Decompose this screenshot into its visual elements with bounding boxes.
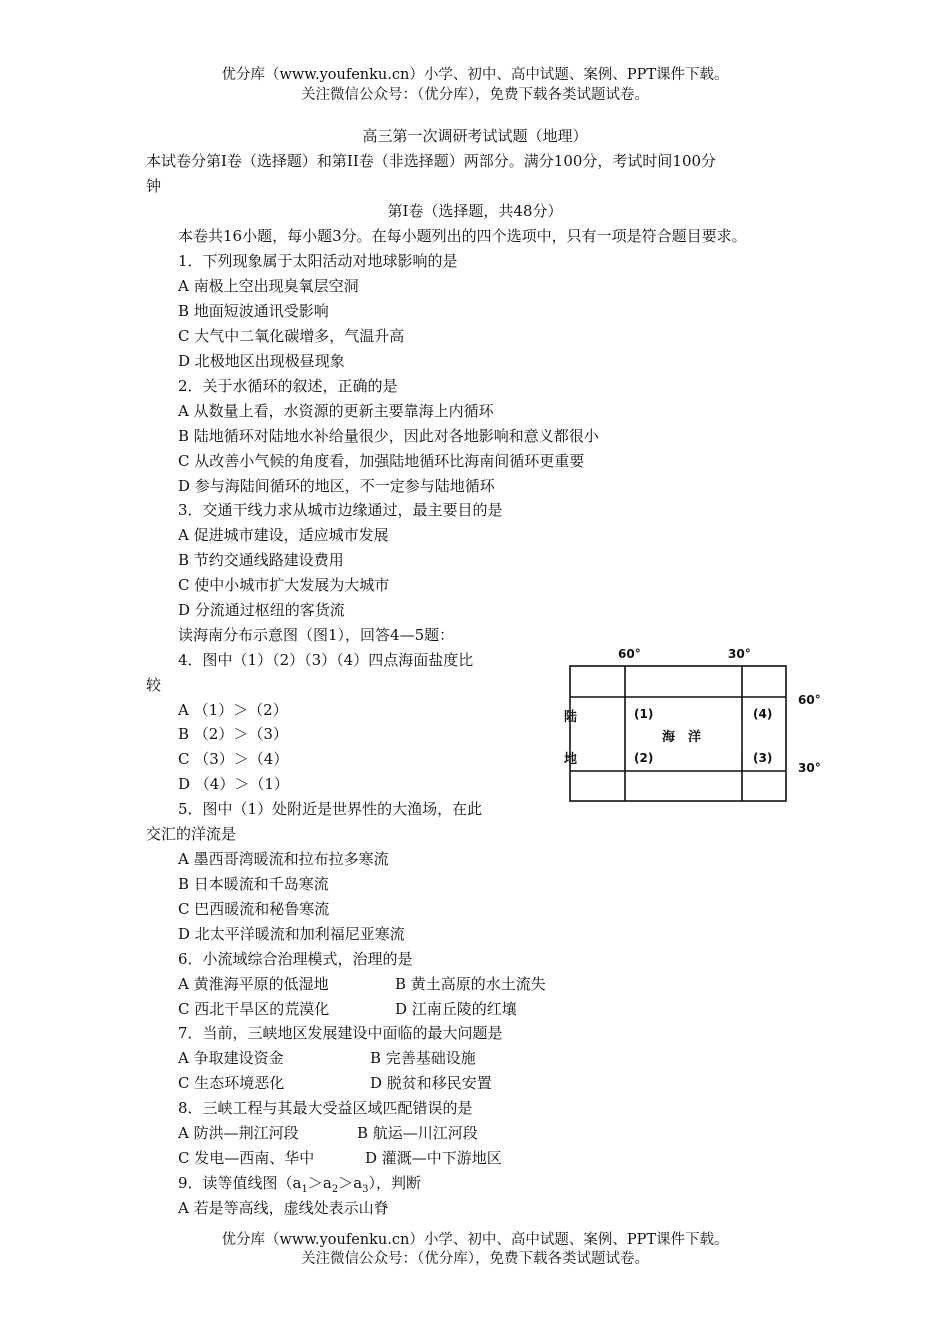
q7-option-b: B 完善基础设施 <box>370 1049 476 1067</box>
q4-option-a: A （1）＞（2） <box>178 701 288 719</box>
q6-option-b: B 黄土高原的水土流失 <box>395 975 546 993</box>
q2-option-b: B 陆地循环对陆地水补给量很少，因此对各地影响和意义都很小 <box>178 427 599 445</box>
q3-stem: 3．交通干线力求从城市边缘通过，最主要目的是 <box>178 501 503 519</box>
point-1: (1) <box>634 707 654 721</box>
q9-sub-2: 2 <box>331 1184 339 1195</box>
q4-stem-cont: 较 <box>146 676 162 694</box>
q3-option-d: D 分流通过枢纽的客货流 <box>178 601 345 619</box>
q1-stem: 1．下列现象属于太阳活动对地球影响的是 <box>178 252 458 270</box>
q2-option-d: D 参与海陆间循环的地区，不一定参与陆地循环 <box>178 477 495 495</box>
q5-option-c: C 巴西暖流和秘鲁寒流 <box>178 900 330 918</box>
q3-option-b: B 节约交通线路建设费用 <box>178 551 344 569</box>
q3-option-a: A 促进城市建设，适应城市发展 <box>178 526 389 544</box>
q9-stem <box>178 1173 421 1200</box>
q8-stem: 8．三峡工程与其最大受益区域匹配错误的是 <box>178 1099 473 1117</box>
header-line-1: 优分库（www.youfenku.cn）小学、初中、高中试题、案例、PPT课件下载。 <box>221 67 729 83</box>
land-label-char-2: 地 <box>564 752 578 767</box>
intro-line-2: 钟 <box>146 177 162 195</box>
read-instruction: 读海南分布示意图（图1），回答4—5题： <box>178 626 455 644</box>
q9-gt-1: ＞a <box>307 1174 332 1192</box>
q2-option-a: A 从数量上看，水资源的更新主要靠海上内循环 <box>178 402 494 420</box>
q4-stem: 4．图中（1）（2）（3）（4）四点海面盐度比 <box>178 651 474 669</box>
q5-stem-cont: 交汇的洋流是 <box>146 825 237 843</box>
q7-option-d: D 脱贫和移民安置 <box>370 1074 492 1092</box>
q8-option-d: D 灌溉—中下游地区 <box>365 1149 502 1167</box>
q6-option-d: D 江南丘陵的红壤 <box>395 1000 517 1018</box>
q9-sub-1: 1 <box>301 1184 308 1195</box>
q9-sub-3: 3 <box>362 1184 369 1195</box>
ocean-distribution-figure <box>560 640 850 810</box>
ocean-label: 海 洋 <box>662 730 702 745</box>
q6-stem: 6．小流域综合治理模式，治理的是 <box>178 950 413 968</box>
q5-option-d: D 北太平洋暖流和加利福尼亚寒流 <box>178 925 405 943</box>
footer-line-1: 优分库（www.youfenku.cn）小学、初中、高中试题、案例、PPT课件下载。 <box>221 1232 729 1248</box>
q9-gt-2: ＞a <box>338 1174 363 1192</box>
q5-option-b: B 日本暖流和千岛寒流 <box>178 875 329 893</box>
q6-option-a: A 黄淮海平原的低湿地 <box>178 975 329 993</box>
point-4: (4) <box>753 707 773 721</box>
q9-stem-post: ），判断 <box>368 1174 422 1192</box>
point-3: (3) <box>753 751 773 765</box>
q1-option-c: C 大气中二氧化碳增多，气温升高 <box>178 327 405 345</box>
q2-stem: 2．关于水循环的叙述，正确的是 <box>178 377 398 395</box>
q1-option-d: D 北极地区出现极昼现象 <box>178 352 345 370</box>
header-line-2: 关注微信公众号：（优分库），免费下载各类试题试卷。 <box>301 87 649 103</box>
q2-option-c: C 从改善小气候的角度看，加强陆地循环比海南间循环更重要 <box>178 452 585 470</box>
exam-title: 高三第一次调研考试试题（地理） <box>362 127 588 145</box>
intro-line-1: 本试卷分第I卷（选择题）和第II卷（非选择题）两部分。满分100分，考试时间100分 <box>146 152 717 170</box>
q5-stem: 5．图中（1）处附近是世界性的大渔场，在此 <box>178 800 483 818</box>
q7-option-a: A 争取建设资金 <box>178 1049 284 1067</box>
q3-option-c: C 使中小城市扩大发展为大城市 <box>178 576 390 594</box>
lat-label-bottom: 30° <box>798 761 821 775</box>
q4-option-d: D （4）＞（1） <box>178 775 289 793</box>
section-title: 第I卷（选择题，共48分） <box>387 202 563 220</box>
q8-option-c: C 发电—西南、华中 <box>178 1149 315 1167</box>
q4-option-b: B （2）＞（3） <box>178 725 288 743</box>
point-2: (2) <box>634 751 654 765</box>
section-note: 本卷共16小题，每小题3分。在每小题列出的四个选项中，只有一项是符合题目要求。 <box>178 227 747 245</box>
q7-option-c: C 生态环境恶化 <box>178 1074 285 1092</box>
q6-option-c: C 西北干旱区的荒漠化 <box>178 1000 330 1018</box>
q9-stem-pre: 9．读等值线图（a <box>178 1174 302 1192</box>
q7-stem: 7．当前，三峡地区发展建设中面临的最大问题是 <box>178 1024 503 1042</box>
q1-option-a: A 南极上空出现臭氧层空洞 <box>178 277 359 295</box>
q8-option-b: B 航运—川江河段 <box>357 1124 478 1142</box>
q4-option-c: C （3）＞（4） <box>178 750 289 768</box>
q9-option-a: A 若是等高线，虚线处表示山脊 <box>178 1199 389 1217</box>
footer-line-2: 关注微信公众号：（优分库），免费下载各类试题试卷。 <box>301 1251 649 1267</box>
lon-label-left: 60° <box>618 647 641 661</box>
lon-label-right: 30° <box>728 647 751 661</box>
lat-label-top: 60° <box>798 693 821 707</box>
q1-option-b: B 地面短波通讯受影响 <box>178 302 329 320</box>
land-label-char-1: 陆 <box>564 710 578 725</box>
q8-option-a: A 防洪—荆江河段 <box>178 1124 299 1142</box>
q5-option-a: A 墨西哥湾暖流和拉布拉多寒流 <box>178 850 389 868</box>
